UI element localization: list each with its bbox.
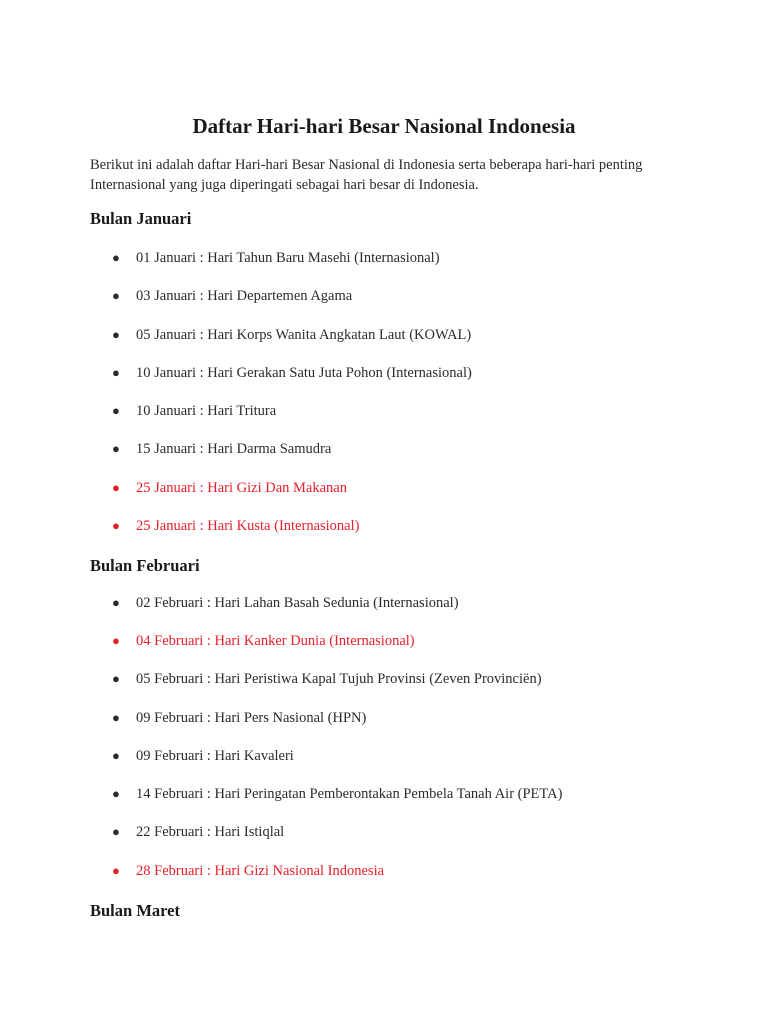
list-item bbox=[112, 247, 440, 269]
month-heading-februari: Bulan Februari bbox=[90, 556, 200, 575]
list-item bbox=[112, 592, 459, 614]
list-item bbox=[112, 400, 276, 422]
list-item-text: 04 Februari : Hari Kanker Dunia (Internasional) bbox=[136, 633, 415, 649]
bullet-icon: ● bbox=[112, 518, 120, 533]
list-item bbox=[112, 707, 366, 729]
list-item-text: 09 Februari : Hari Kavaleri bbox=[136, 748, 294, 764]
intro-paragraph: Berikut ini adalah daftar Hari-hari Besar Nasional di Indonesia serta beberapa hari-hari penting Internasional yang juga diperingati sebagai hari besar di Indonesia. bbox=[90, 157, 643, 193]
list-item-text: 01 Januari : Hari Tahun Baru Masehi (Internasional) bbox=[136, 250, 440, 266]
list-item-text: 03 Januari : Hari Departemen Agama bbox=[136, 288, 353, 304]
list-item-text: 15 Januari : Hari Darma Samudra bbox=[136, 441, 332, 457]
bullet-icon: ● bbox=[112, 480, 120, 495]
list-item-highlighted bbox=[112, 860, 384, 882]
list-item-highlighted bbox=[112, 630, 415, 652]
bullet-icon: ● bbox=[112, 288, 120, 303]
list-item-text: 05 Januari : Hari Korps Wanita Angkatan Laut (KOWAL) bbox=[136, 327, 472, 343]
list-item-text: 10 Januari : Hari Tritura bbox=[136, 403, 277, 419]
list-item-highlighted bbox=[112, 515, 359, 537]
bullet-icon: ● bbox=[112, 595, 120, 610]
bullet-icon: ● bbox=[112, 671, 120, 686]
bullet-icon: ● bbox=[112, 403, 120, 418]
list-item-text: 10 Januari : Hari Gerakan Satu Juta Pohon (Internasional) bbox=[136, 365, 472, 381]
list-item-text: 14 Februari : Hari Peringatan Pemberontakan Pembela Tanah Air (PETA) bbox=[136, 786, 563, 802]
list-item bbox=[112, 324, 471, 346]
bullet-icon: ● bbox=[112, 748, 120, 763]
month-heading-maret: Bulan Maret bbox=[90, 901, 180, 920]
bullet-icon: ● bbox=[112, 633, 120, 648]
list-item-text: 25 Januari : Hari Gizi Dan Makanan bbox=[136, 480, 347, 496]
bullet-icon: ● bbox=[112, 441, 120, 456]
list-item bbox=[112, 821, 284, 843]
list-item bbox=[112, 285, 352, 307]
list-item bbox=[112, 668, 542, 690]
list-item-text: 02 Februari : Hari Lahan Basah Sedunia (Internasional) bbox=[136, 595, 459, 611]
bullet-icon: ● bbox=[112, 863, 120, 878]
list-item-text: 28 Februari : Hari Gizi Nasional Indonesia bbox=[136, 863, 385, 879]
bullet-icon: ● bbox=[112, 327, 120, 342]
list-item-text: 09 Februari : Hari Pers Nasional (HPN) bbox=[136, 710, 367, 726]
bullet-icon: ● bbox=[112, 824, 120, 839]
bullet-icon: ● bbox=[112, 786, 120, 801]
list-item-text: 25 Januari : Hari Kusta (Internasional) bbox=[136, 518, 360, 534]
list-item bbox=[112, 783, 562, 805]
bullet-icon: ● bbox=[112, 365, 120, 380]
list-item-text: 22 Februari : Hari Istiqlal bbox=[136, 824, 285, 840]
document-title: Daftar Hari-hari Besar Nasional Indonesia bbox=[192, 114, 576, 138]
bullet-icon: ● bbox=[112, 250, 120, 265]
list-item bbox=[112, 745, 294, 767]
list-item bbox=[112, 362, 472, 384]
list-item-highlighted bbox=[112, 477, 347, 499]
bullet-icon: ● bbox=[112, 710, 120, 725]
list-item bbox=[112, 438, 331, 460]
month-heading-januari: Bulan Januari bbox=[90, 209, 192, 228]
list-item-text: 05 Februari : Hari Peristiwa Kapal Tujuh Provinsi (Zeven Provinciën) bbox=[136, 671, 542, 687]
